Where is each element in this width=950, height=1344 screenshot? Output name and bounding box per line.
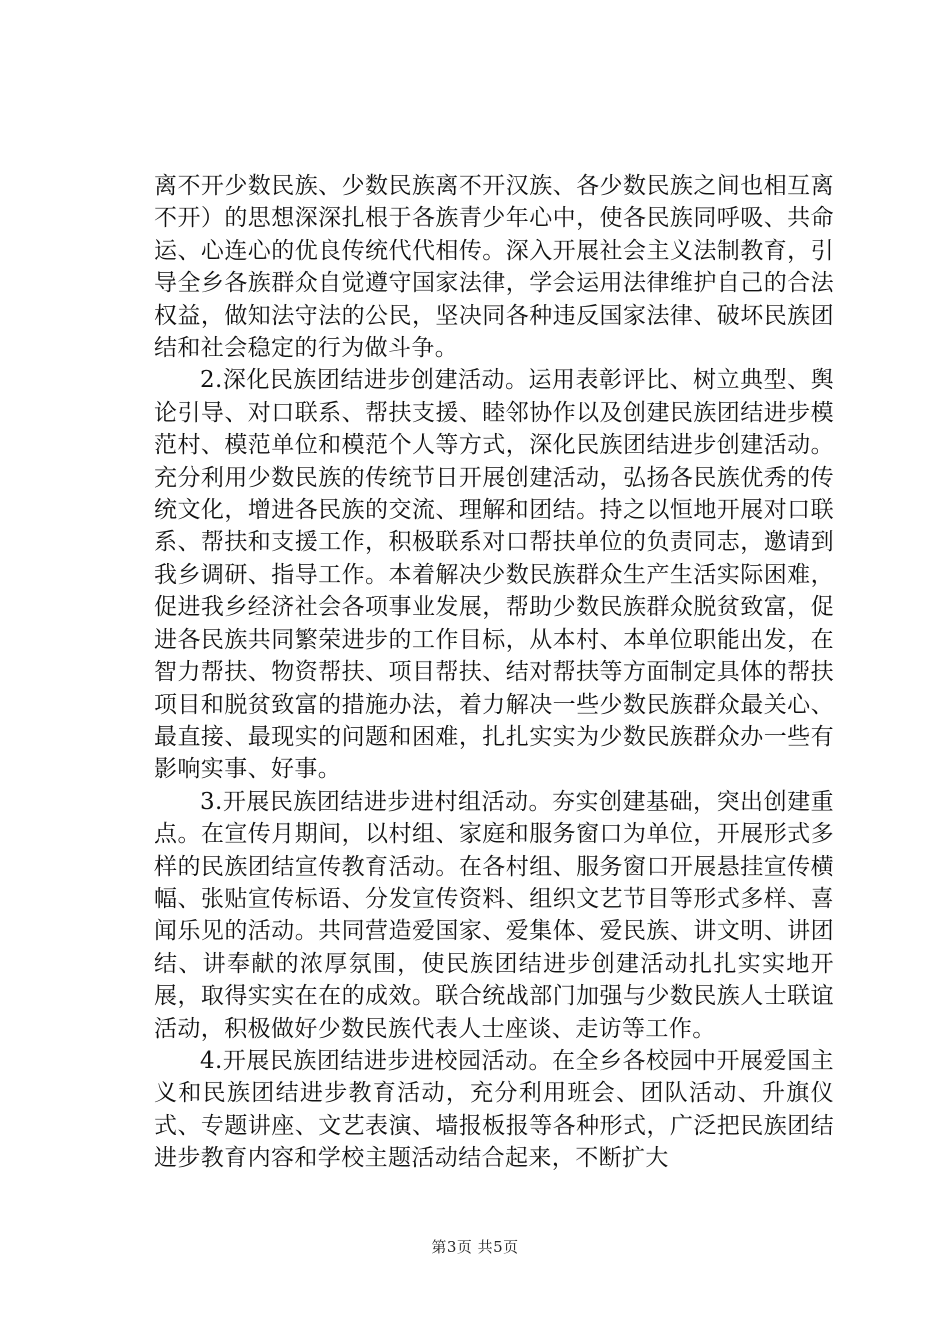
paragraph-item-3: 3.开展民族团结进步进村组活动。夯实创建基础，突出创建重点。在宣传月期间，以村组、家庭和服务窗口为单位，开展形式多样的民族团结宣传教育活动。在各村组、服务窗口开展悬挂宣传横幅、张贴宣传标语、分发宣传资料、组织文艺节目等形式多样、喜闻乐见的活动。共同营造爱国家、爱集体、爱民族、讲文明、讲团结、讲奉献的浓厚氛围，使民族团结进步创建活动扎扎实实地开展，取得实实在在的成效。联合统战部门加强与少数民族人士联谊活动，积极做好少数民族代表人士座谈、走访等工作。 xyxy=(154,788,834,1042)
paragraph-continuation: 离不开少数民族、少数民族离不开汉族、各少数民族之间也相互离不开）的思想深深扎根于各族青少年心中，使各民族同呼吸、共命运、心连心的优良传统代代相传。深入开展社会主义法制教育，引导全乡各族群众自觉遵守国家法律，学会运用法律维护自己的合法权益，做知法守法的公民，坚决同各种违反国家法律、破坏民族团结和社会稳定的行为做斗争。 xyxy=(154,173,834,362)
document-body xyxy=(154,170,834,1175)
page-number: 第3页 共5页 xyxy=(431,1238,519,1256)
paragraph-item-4: 4.开展民族团结进步进校园活动。在全乡各校园中开展爱国主义和民族团结进步教育活动，充分利用班会、团队活动、升旗仪式、专题讲座、文艺表演、墙报板报等各种形式，广泛把民族团结进步教育内容和学校主题活动结合起来，不断扩大 xyxy=(154,1047,834,1172)
page-footer xyxy=(0,1236,950,1257)
paragraph-item-2: 2.深化民族团结进步创建活动。运用表彰评比、树立典型、舆论引导、对口联系、帮扶支援、睦邻协作以及创建民族团结进步模范村、模范单位和模范个人等方式，深化民族团结进步创建活动。充分利用少数民族的传统节日开展创建活动，弘扬各民族优秀的传统文化，增进各民族的交流、理解和团结。持之以恒地开展对口联系、帮扶和支援工作，积极联系对口帮扶单位的负责同志，邀请到我乡调研、指导工作。本着解决少数民族群众生产生活实际困难，促进我乡经济社会各项事业发展，帮助少数民族群众脱贫致富，促进各民族共同繁荣进步的工作目标，从本村、本单位职能出发，在智力帮扶、物资帮扶、项目帮扶、结对帮扶等方面制定具体的帮扶项目和脱贫致富的措施办法，着力解决一些少数民族群众最关心、最直接、最现实的问题和困难，扎扎实实为少数民族群众办一些有影响实事、好事。 xyxy=(154,367,834,783)
